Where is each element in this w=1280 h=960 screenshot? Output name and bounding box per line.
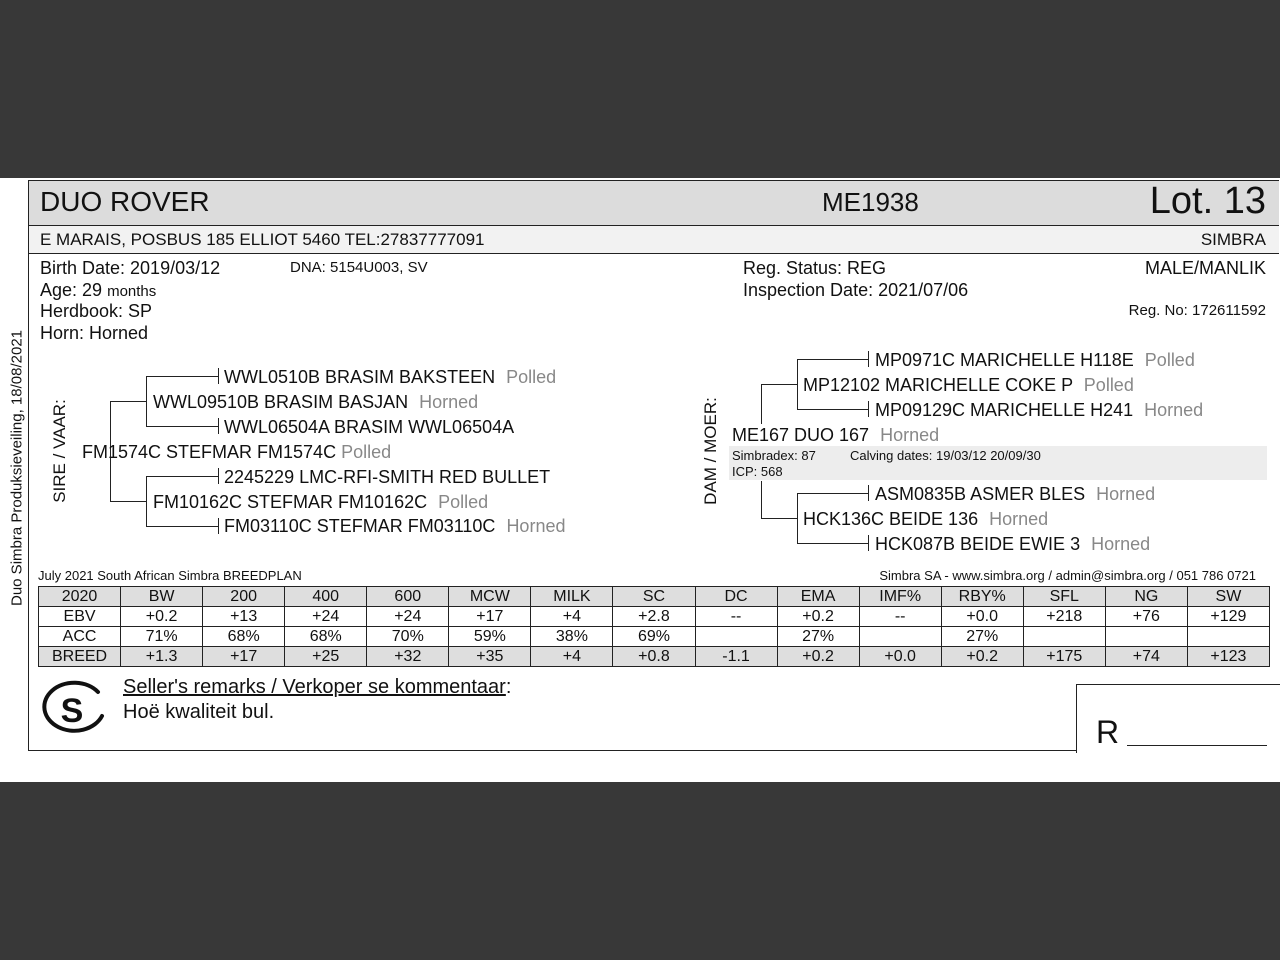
dam-label: DAM / MOER: [701,397,720,505]
ebv-cell: +24 [367,607,449,627]
ebv-cell: +175 [1023,647,1105,667]
ebv-cell: +0.2 [777,607,859,627]
ebv-cell: 200 [203,587,285,607]
animal-id: ME1938 [822,187,919,217]
ebv-cell: +17 [203,647,285,667]
ebv-cell [1023,627,1105,647]
ebv-cell: +35 [449,647,531,667]
price-entry-line [1127,745,1267,746]
ebv-cell: +218 [1023,607,1105,627]
sire-g2: FM10162C STEFMAR FM10162C Polled [153,492,489,512]
dam-g2: HCK136C BEIDE 136 Horned [803,509,1049,529]
dam-g1: MP12102 MARICHELLE COKE P Polled [803,375,1134,395]
ebv-row [39,607,1270,627]
ebv-cell: -- [695,607,777,627]
dam-gg2: MP09129C MARICHELLE H241 Horned [875,400,1204,420]
horn-status: Horn: Horned [40,323,149,343]
sire-g1: WWL09510B BRASIM BASJAN Horned [153,392,479,412]
lot-number: Lot. 13 [1149,180,1266,222]
price-label: R [1096,714,1120,750]
herdbook: Herdbook: SP [40,301,153,321]
ebv-cell: DC [695,587,777,607]
ebv-cell: +13 [203,607,285,627]
remarks-title: Seller's remarks / Verkoper se kommentaar: [123,676,512,698]
ebv-cell: 68% [285,627,367,647]
ebv-cell: +76 [1105,607,1187,627]
ebv-cell: ACC [39,627,121,647]
ebv-cell: MCW [449,587,531,607]
dna: DNA: 5154U003, SV [290,259,428,276]
ebv-cell: 71% [121,627,203,647]
ebv-cell [859,627,941,647]
sale-caption: Duo Simbra Produksieveiling, 18/08/2021 [8,330,26,606]
ebv-cell: 600 [367,587,449,607]
svg-text:S: S [60,692,84,730]
ebv-cell: 38% [531,627,613,647]
ebv-cell: BREED [39,647,121,667]
ebv-cell: +123 [1187,647,1269,667]
dam-gg1: MP0971C MARICHELLE H118E Polled [875,350,1195,370]
calving-dates: Calving dates: 19/03/12 20/09/30 [850,448,1041,463]
dam-gg3: ASM0835B ASMER BLES Horned [875,484,1156,504]
ebv-cell: RBY% [941,587,1023,607]
ebv-cell: IMF% [859,587,941,607]
ebv-cell [1105,627,1187,647]
ebv-cell: +2.8 [613,607,695,627]
reg-no: Reg. No: 172611592 [1128,302,1266,319]
ebv-cell: -- [859,607,941,627]
ebv-cell: +0.2 [777,647,859,667]
ebv-cell: +129 [1187,607,1269,627]
breedplan-title: July 2021 South African Simbra BREEDPLAN [38,568,302,583]
dam-gg4: HCK087B BEIDE EWIE 3 Horned [875,534,1151,554]
simbra-logo-icon [38,680,110,740]
ebv-cell: +17 [449,607,531,627]
simbradex: Simbradex: 87 [732,448,816,463]
ebv-cell: SW [1187,587,1269,607]
ebv-cell: 59% [449,627,531,647]
sex: MALE/MANLIK [1144,258,1266,278]
ebv-cell: SC [613,587,695,607]
ebv-cell: BW [121,587,203,607]
title-bar [29,181,1279,226]
dam-main: ME167 DUO 167 Horned [732,425,940,445]
ebv-cell: 27% [941,627,1023,647]
ebv-row [39,587,1270,607]
breed: SIMBRA [1200,230,1266,249]
sire-gg2: WWL06504A BRASIM WWL06504A [224,417,515,437]
icp: ICP: 568 [732,464,783,479]
sire-label: SIRE / VAAR: [50,399,69,503]
ebv-cell: 2020 [39,587,121,607]
remarks-text: Hoë kwaliteit bul. [123,701,275,723]
owner-info: E MARAIS, POSBUS 185 ELLIOT 5460 TEL:27837777091 [40,230,485,249]
ebv-cell: 400 [285,587,367,607]
ebv-cell [695,627,777,647]
ebv-cell: +0.8 [613,647,695,667]
ebv-cell: NG [1105,587,1187,607]
ebv-cell: MILK [531,587,613,607]
age: Age: 29 months [40,280,157,300]
ebv-cell: +0.0 [859,647,941,667]
sire-main: FM1574C STEFMAR FM1574C Polled [82,442,392,462]
ebv-cell: +1.3 [121,647,203,667]
ebv-cell: 68% [203,627,285,647]
breedplan-contact: Simbra SA - www.simbra.org / admin@simbra.org / 051 786 0721 [879,568,1256,583]
ebv-cell: 69% [613,627,695,647]
ebv-cell: +74 [1105,647,1187,667]
sire-gg3: 2245229 LMC-RFI-SMITH RED BULLET [224,467,551,487]
sire-gg4: FM03110C STEFMAR FM03110C Horned [224,516,566,536]
inspection-date: Inspection Date: 2021/07/06 [743,280,969,300]
ebv-row [39,647,1270,667]
ebv-cell: EMA [777,587,859,607]
reg-status: Reg. Status: REG [743,258,887,278]
ebv-cell: +0.2 [941,647,1023,667]
ebv-cell: SFL [1023,587,1105,607]
ebv-table [38,586,1270,667]
ebv-cell: +0.0 [941,607,1023,627]
ebv-row [39,627,1270,647]
ebv-cell: +24 [285,607,367,627]
animal-name: DUO ROVER [40,186,210,217]
ebv-cell: 70% [367,627,449,647]
ebv-cell [1187,627,1269,647]
sire-gg1: WWL0510B BRASIM BAKSTEEN Polled [224,367,557,387]
ebv-cell: +4 [531,607,613,627]
ebv-cell: +4 [531,647,613,667]
ebv-cell: +0.2 [121,607,203,627]
ebv-cell: +32 [367,647,449,667]
ebv-cell: 27% [777,627,859,647]
ebv-cell: -1.1 [695,647,777,667]
ebv-cell: EBV [39,607,121,627]
birth-date: Birth Date: 2019/03/12 [40,258,221,278]
ebv-cell: +25 [285,647,367,667]
